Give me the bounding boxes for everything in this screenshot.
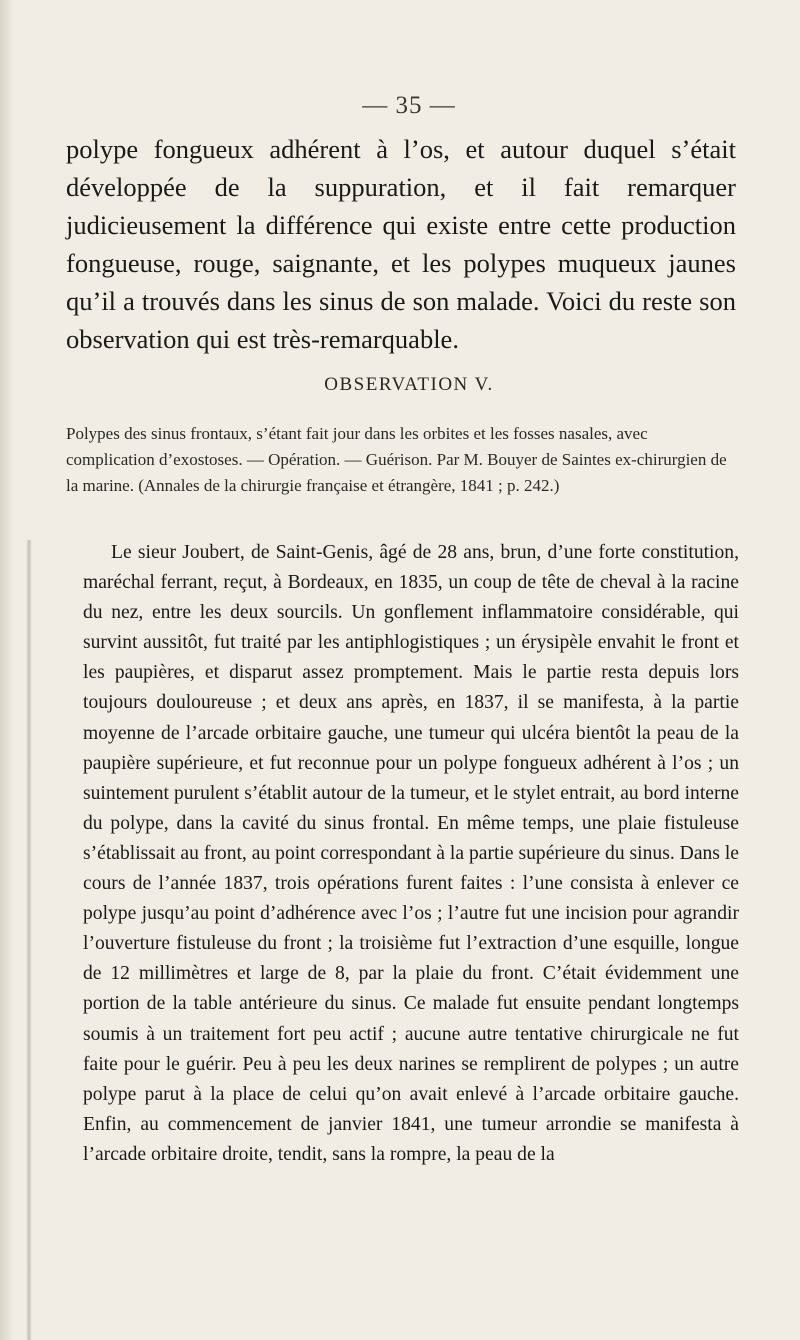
page-edge-shadow (26, 540, 32, 1340)
section-heading: OBSERVATION V. (324, 374, 494, 395)
observation-body (83, 538, 739, 1170)
lead-paragraph: polype fongueux adhérent à l’os, et autour duquel s’était développée de la suppuration, et il fait remarquer judicieusement la différence qui existe entre cette production fongueuse, rouge, saignante, et les polypes muqueux jaunes qu’il a trouvés dans les sinus de son malade. Voici du reste son observation qui est très-remarquable. (66, 134, 736, 354)
observation-summary (66, 421, 736, 499)
page-number: — 35 — (362, 92, 456, 119)
book-spine-shadow (0, 0, 14, 1340)
book-page (66, 0, 752, 1340)
body-paragraph: Le sieur Joubert, de Saint-Genis, âgé de 28 ans, brun, d’une forte constitution, maréchal ferrant, reçut, à Bordeaux, en 1835, un coup de tête de cheval à la racine du nez, entre les deux sourcils. Un gonflement inflammatoire considérable, qui survint aussitôt, fut traité par les antiphlogistiques ; un érysipèle envahit le front et les paupières, et disparut assez promptement. Mais le partie resta depuis lors toujours douloureuse ; et deux ans après, en 1837, il se manifesta, à la partie moyenne de l’arcade orbitaire gauche, une tumeur qui ulcéra bientôt la peau de la paupière supérieure, et fut reconnue pour un polype fongueux adhérent à l’os ; un suintement purulent s’établit autour de la tumeur, et le stylet entrait, au bord interne du polype, dans la cavité du sinus frontal. En même temps, une plaie fistuleuse s’établissait au front, au point correspondant à la partie supérieure du sinus. Dans le cours de l’année 1837, trois opérations furent faites : l’une consista à enlever ce polype jusqu’au point d’adhérence avec l’os ; l’autre fut une incision pour agrandir l’ouverture fistuleuse du front ; la troisième fut l’extraction d’une esquille, longue de 12 millimètres et large de 8, par la plaie du front. C’était évidemment une portion de la table antérieure du sinus. Ce malade fut ensuite pendant longtemps soumis à un traitement fort peu actif ; aucune autre tentative chirurgicale ne fut faite pour le guérir. Peu à peu les deux narines se remplirent de polypes ; un autre polype parut à la place de celui qu’on avait enlevé à l’arcade orbitaire gauche. Enfin, au commencement de janvier 1841, une tumeur arrondie se manifesta à l’arcade orbitaire droite, tendit, sans la rompre, la peau de la (83, 542, 739, 1165)
summary-text: Polypes des sinus frontaux, s’étant fait jour dans les orbites et les fosses nasales, avec complication d’exostoses. — Opération. — Guérison. Par M. Bouyer de Saintes ex-chirurgien de la marine. (Annales de la chirurgie française et étrangère, 1841 ; p. 242.) (66, 424, 727, 495)
